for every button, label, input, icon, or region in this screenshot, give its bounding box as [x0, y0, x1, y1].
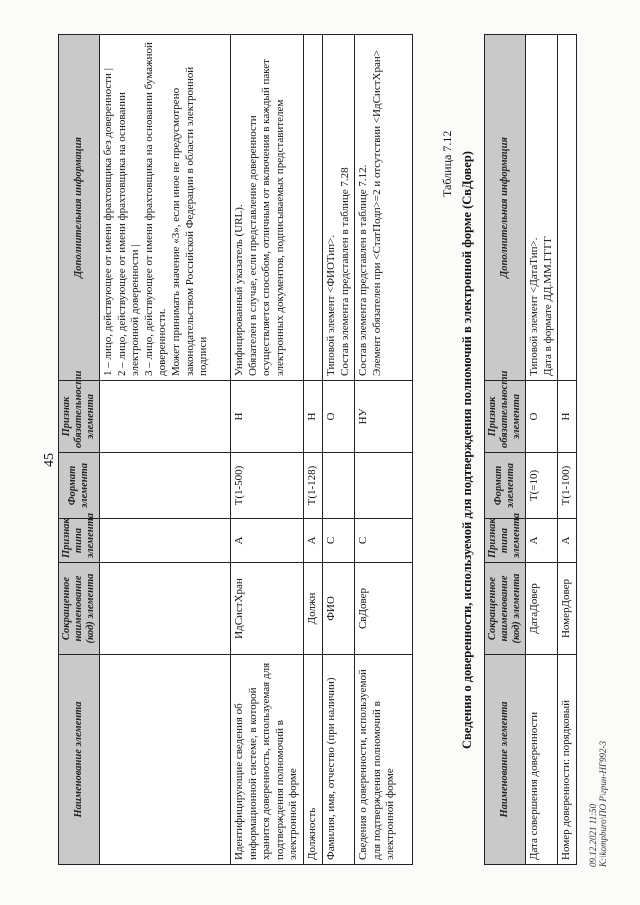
element-type-cell: С	[322, 519, 354, 563]
element-code-cell: ДатаДовер	[526, 563, 558, 655]
element-info-cell: Состав элемента представлен в таблице 7.12. Элемент обязателен при <СтатПодп>=2 и отсутствии <ИдСистХран>	[355, 35, 413, 381]
element-required-cell: О	[322, 381, 354, 453]
footer-stamp	[588, 741, 608, 867]
element-type-cell: А	[558, 519, 577, 563]
element-name-cell: Должность	[303, 655, 322, 865]
table-header-row	[485, 35, 526, 865]
element-info-cell	[558, 35, 577, 381]
element-code-cell: ИдСистХран	[231, 563, 304, 655]
element-type-cell	[100, 519, 231, 563]
header-cell: Дополнительная информация	[59, 35, 100, 381]
table-row	[322, 35, 354, 865]
element-name-cell: Номер доверенности: порядковый	[558, 655, 577, 865]
header-cell: Признак типа элемента	[59, 519, 100, 563]
element-format-cell: Т(1-128)	[303, 453, 322, 519]
element-type-cell: А	[526, 519, 558, 563]
element-info-cell: Типовой элемент <ФИОТип>. Состав элемента представлен в таблице 7.28	[322, 35, 354, 381]
element-code-cell: НомерДовер	[558, 563, 577, 655]
element-format-cell: Т(1-500)	[231, 453, 304, 519]
element-code-cell: СвДовер	[355, 563, 413, 655]
element-required-cell: Н	[231, 381, 304, 453]
table-label: Таблица 7.12	[440, 130, 454, 197]
header-cell: Признак типа элемента	[485, 519, 526, 563]
page-number: 45	[42, 453, 57, 467]
element-code-cell	[100, 563, 231, 655]
header-cell: Формат элемента	[59, 453, 100, 519]
element-info-cell: Типовой элемент <ДатаТип>. Дата в формате ДД.ММ.ГГГГ	[526, 35, 558, 381]
element-name-cell: Идентифицирующие сведения об информационной системе, в которой хранится доверенность, используемая для подтверждения полномочий в электронной форме	[231, 655, 304, 865]
header-cell: Дополнительная информация	[485, 35, 526, 381]
table-header-row	[59, 35, 100, 865]
element-name-cell: Сведения о доверенности, используемой для подтверждения полномочий в электронной форме	[355, 655, 413, 865]
element-name-cell: Дата совершения доверенности	[526, 655, 558, 865]
header-cell: Наименование элемента	[485, 655, 526, 865]
element-info-cell: Унифицированный указатель (URL). Обязателен в случае, если представление доверенности осуществляется способом, отличным от включения в каждый пакет электронных документов, подписываемых представителем	[231, 35, 304, 381]
element-info-cell: 1 – лицо, действующее от имени фрахтовщика без доверенности | 2 – лицо, действующее от имени фрахтовщика на основании электронной доверенности | 3 – лицо, действующее от имени фрахтовщика на основании бумажной доверенности. Может принимать значение «3», если иное не предусмотрено законодательством Российской Федерации в области электронной подписи	[100, 35, 231, 381]
footer-date: 09.12.2021 11:50	[588, 803, 598, 867]
table-row	[558, 35, 577, 865]
element-format-cell	[322, 453, 354, 519]
element-code-cell: Должн	[303, 563, 322, 655]
power-of-attorney-table	[484, 34, 577, 865]
header-cell: Наименование элемента	[59, 655, 100, 865]
element-type-cell: А	[303, 519, 322, 563]
header-cell: Формат элемента	[485, 453, 526, 519]
table-row	[231, 35, 304, 865]
element-name-cell	[100, 655, 231, 865]
table-row	[526, 35, 558, 865]
element-required-cell	[100, 381, 231, 453]
header-cell: Сокращенное наименование (код) элемента	[59, 563, 100, 655]
element-format-cell: Т(=10)	[526, 453, 558, 519]
table-title: Сведения о доверенности, используемой для подтверждения полномочий в электронной форме (СвДовер)	[460, 151, 474, 749]
element-required-cell: О	[526, 381, 558, 453]
elements-table	[58, 34, 413, 865]
element-code-cell: ФИО	[322, 563, 354, 655]
table-row	[100, 35, 231, 865]
element-info-cell	[303, 35, 322, 381]
element-format-cell: Т(1-100)	[558, 453, 577, 519]
table-row	[303, 35, 322, 865]
element-required-cell: Н	[558, 381, 577, 453]
footer-path: К:\kompburo\ПО Р\грин-НГ992-3	[598, 741, 608, 867]
header-cell: Сокращенное наименование (код) элемента	[485, 563, 526, 655]
element-format-cell	[100, 453, 231, 519]
element-required-cell: Н	[303, 381, 322, 453]
header-cell: Признак обязательности элемента	[485, 381, 526, 453]
element-required-cell: НУ	[355, 381, 413, 453]
header-cell: Признак обязательности элемента	[59, 381, 100, 453]
element-type-cell: А	[231, 519, 304, 563]
element-name-cell: Фамилия, имя, отчество (при наличии)	[322, 655, 354, 865]
table-row	[355, 35, 413, 865]
element-format-cell	[355, 453, 413, 519]
element-type-cell: С	[355, 519, 413, 563]
